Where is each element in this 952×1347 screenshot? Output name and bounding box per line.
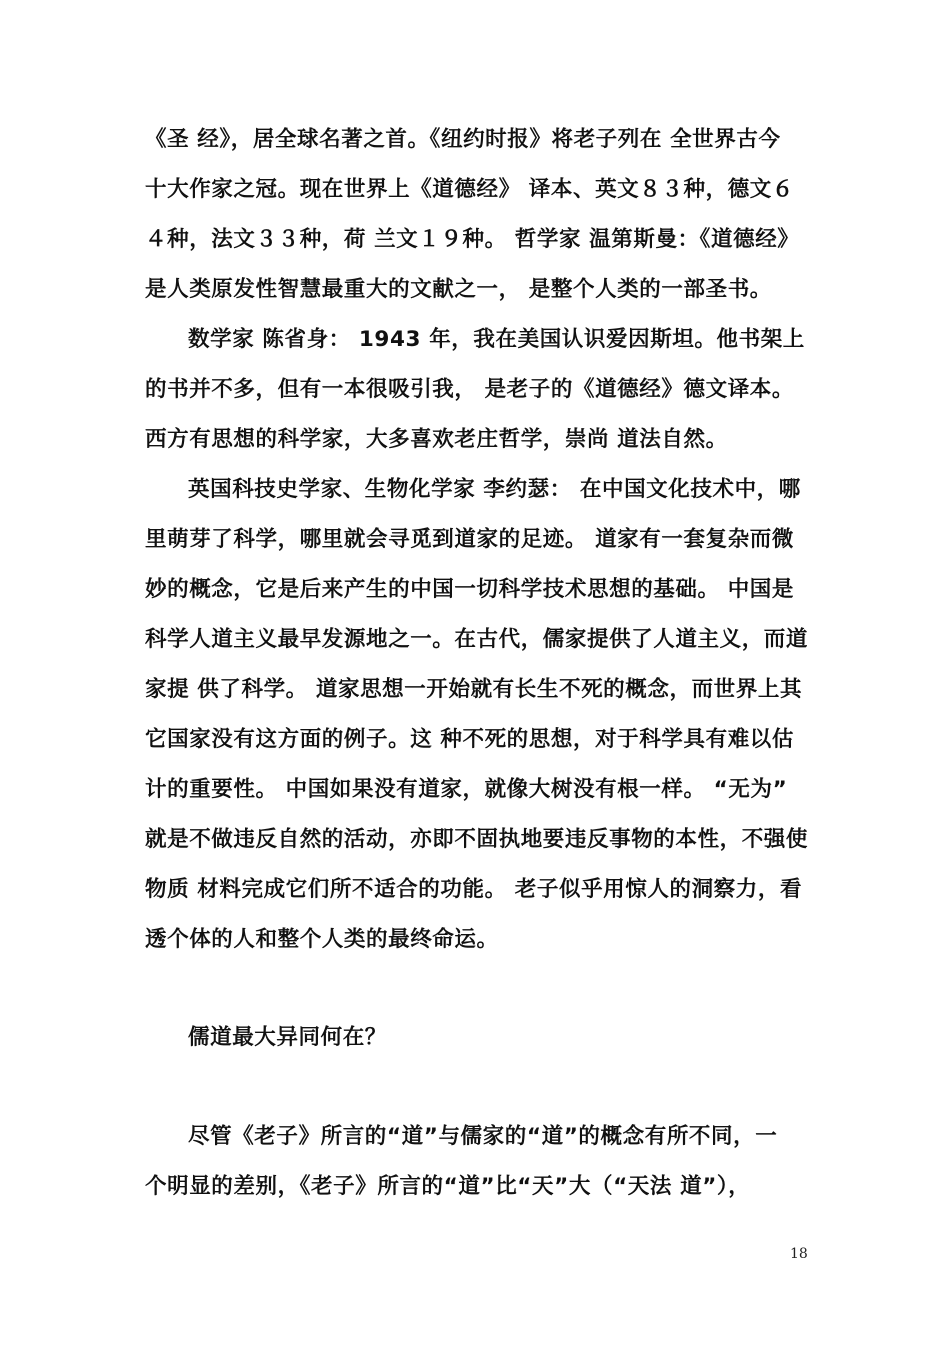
paragraph-first-line: 数学家 陈省身： 1943 年，我在美国认识爱因斯坦。他书架上: [188, 327, 805, 352]
text-line: 物质 材料完成它们所不适合的功能。 老子似乎用惊人的洞察力，看: [145, 877, 803, 902]
section-heading: 儒道最大异同何在？: [188, 1025, 387, 1050]
text-line: 西方有思想的科学家，大多喜欢老庄哲学，崇尚 道法自然。: [145, 427, 728, 452]
paragraph-first-line: 英国科技史学家、生物化学家 李约瑟： 在中国文化技术中，哪: [188, 477, 801, 502]
text-line: ４种，法文３３种，荷 兰文１９种。 哲学家 温第斯曼：《道德经》: [145, 227, 800, 252]
text-line: 家提 供了科学。 道家思想一开始就有长生不死的概念，而世界上其: [145, 677, 803, 702]
text-line: 是人类原发性智慧最重大的文献之一， 是整个人类的一部圣书。: [145, 277, 772, 302]
text-line: 个明显的差别，《老子》所言的“道”比“天”大（“天法 道”），: [145, 1174, 751, 1199]
text-line: 《圣 经》，居全球名著之首。《纽约时报》将老子列在 全世界古今: [145, 127, 781, 152]
text-line: 的书并不多，但有一本很吸引我， 是老子的《道德经》德文译本。: [145, 377, 794, 402]
text-line: 十大作家之冠。现在世界上《道德经》 译本、英文８３种，德文６: [145, 177, 794, 202]
page-number: 18: [790, 1246, 808, 1262]
paragraph-first-line: 尽管《老子》所言的“道”与儒家的“道”的概念有所不同，一: [188, 1124, 778, 1149]
text-line: 透个体的人和整个人类的最终命运。: [145, 927, 499, 952]
text-line: 它国家没有这方面的例子。这 种不死的思想，对于科学具有难以估: [145, 727, 794, 752]
text-line: 里萌芽了科学，哪里就会寻觅到道家的足迹。 道家有一套复杂而微: [145, 527, 794, 552]
text-line: 科学人道主义最早发源地之一。在古代，儒家提供了人道主义，而道: [145, 627, 809, 652]
text-line: 计的重要性。 中国如果没有道家，就像大树没有根一样。 “无为”: [145, 777, 788, 802]
text-line: 妙的概念，它是后来产生的中国一切科学技术思想的基础。 中国是: [145, 577, 794, 602]
text-line: 就是不做违反自然的活动，亦即不固执地要违反事物的本性，不强使: [145, 827, 809, 852]
